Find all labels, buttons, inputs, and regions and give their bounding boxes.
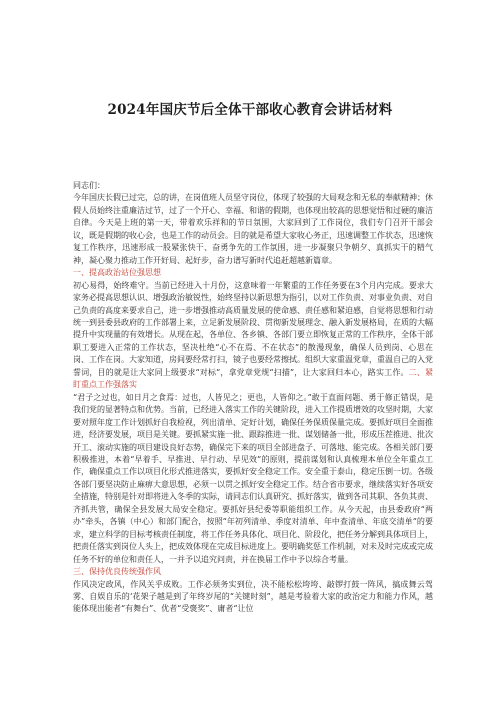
section-3-paragraph: 作风决定政风，作风关乎成败。工作必须务实到位，决不能松松垮垮、敲锣打鼓一阵风，搞成舞云驾雾、自娱自乐的‘花架子越是到了年终岁尾的“关键时刻”，越是考验着大家的政治定力和能力作风，越能体现出能者“有舞台”、优者“受褒奖”、庸者“让位 — [73, 579, 433, 614]
document-title: 2024年国庆节后全体干部收心教育会讲话材料 — [107, 102, 393, 118]
salutation: 同志们： — [73, 181, 105, 190]
document-body — [73, 180, 433, 616]
section-heading-3: 三、保持优良传统强作风 — [73, 567, 161, 577]
intro-paragraph: 今年国庆长假已过完，总的讲，在岗值班人员坚守岗位，体现了较强的大局观念和无私的奉献精神；休假人员始终注重廉洁过节，过了一个开心、幸福、和谐的假期，也体现出较高的思想觉悟和过硬的廉洁自律。今天是上班的第一天，带着欢乐祥和的节日氛围，大家回到了工作岗位，我们专门召开干部会议，既是假期的收心会，也是工作的动员会。目的就是希望大家收心务正，迅速调整工作状态，迅速恢复工作秩序，迅速形成一股紧张快干、奋勇争先的工作氛围，进一步凝聚只争朝夕、真抓实干的精气神，凝心聚力推动工作开好局、起好步，奋力谱写新时代追赶超越新篇章。 — [73, 193, 433, 265]
section-1-paragraph — [73, 280, 433, 392]
section-1-text: 初心易得，始终难守。当前已经进入十月份，这意味着一年繁重的工作任务要在3个月内完成。要求大家务必提高思想认识、增强政治敏锐性，始终坚持以新思想为指引，以对工作负责、对事业负责、对自己负责的高度来要求自己，进一步增强推动高质量发展的使命感、责任感和紧迫感，自觉将思想和行动统一到县委县政府的工作部署上来，立足新发展阶段、贯彻新发展理念、融入新发展格局，在质的大幅提升中实现量的有效增长。从现在起，各单位、各乡镇、各部门要立即恢复正常的工作秩序，全体干部职工要进入正常的工作状态，坚决杜绝“心不在焉、不在状态”的散漫现象，确保人员到岗、心思在岗、工作在岗。大家知道，房间要经常打扫，镜子也要经常擦拭。组织大家重温党章，重温自己的入党誓词，目的就是让大家同上级要求“对标”，拿党章党规“扫描”，让大家回归本心，路实工作。 — [73, 280, 433, 377]
section-heading-1: 一、提高政治站位强思想 — [73, 268, 161, 278]
section-2-paragraph: “君子之过也，如日月之食焉：过也，人皆见之；更也，人皆仰之。”敢于直面问题、勇于修正错误，是我们党的显著特点和优势。当前，已经进入落实工作的关键阶段，进入工作提质增效的攻坚时期，大家要对照年度工作计划抓好自我检视，列出清单、定好计划，确保任务保质保量完成。要抓好项目全面推进，经济要发展，项目是关键。要抓紧实施一批、跟踪推进一批、谋划储备一批，形成压茬推进、批次开工、滚动实施的项目建设良好态势，确保完下来的项目全部进盘子、可落地、能完成。各相关部门要积极推进，本着“早着手、早推进、早行动、早见效”的原则，提前谋划和认真梳理本单位全年重点工作，确保重点工作以项目化形式推进落实，要抓好安全稳定工作。安全重于泰山，稳定压倒一切。各级各部门要坚决防止麻痹大意思想，必须一以贯之抓好安全稳定工作。结合省市要求，继续落实好各项安全措施，特别是针对即将进入冬季的实际，请同志们认真研究、抓好落实，做到各司其职、各负其责、齐抓共管，确保全县发展大局安全稳定。要抓好县纪委等职能组织工作。从今天起，由县委政府“两办”牵头，各镇（中心）和部门配合，按照“年初列清单、季度对清单、年中查清单、年底交清单”的要求，建立科学的目标考核责任制度，将工作任务具体化、项目化、阶段化，把任务分解到具体项目上，把责任落实到岗位人头上，把成效体现在完成目标进度上。要明确奖惩工作机制，对未及时完成或完成任务不好的单位和责任人，一并予以追究问责，并在换届工作中予以综合考量。 — [73, 392, 433, 564]
section-heading-2: 二、紧盯重点工作强落实 — [73, 367, 433, 390]
